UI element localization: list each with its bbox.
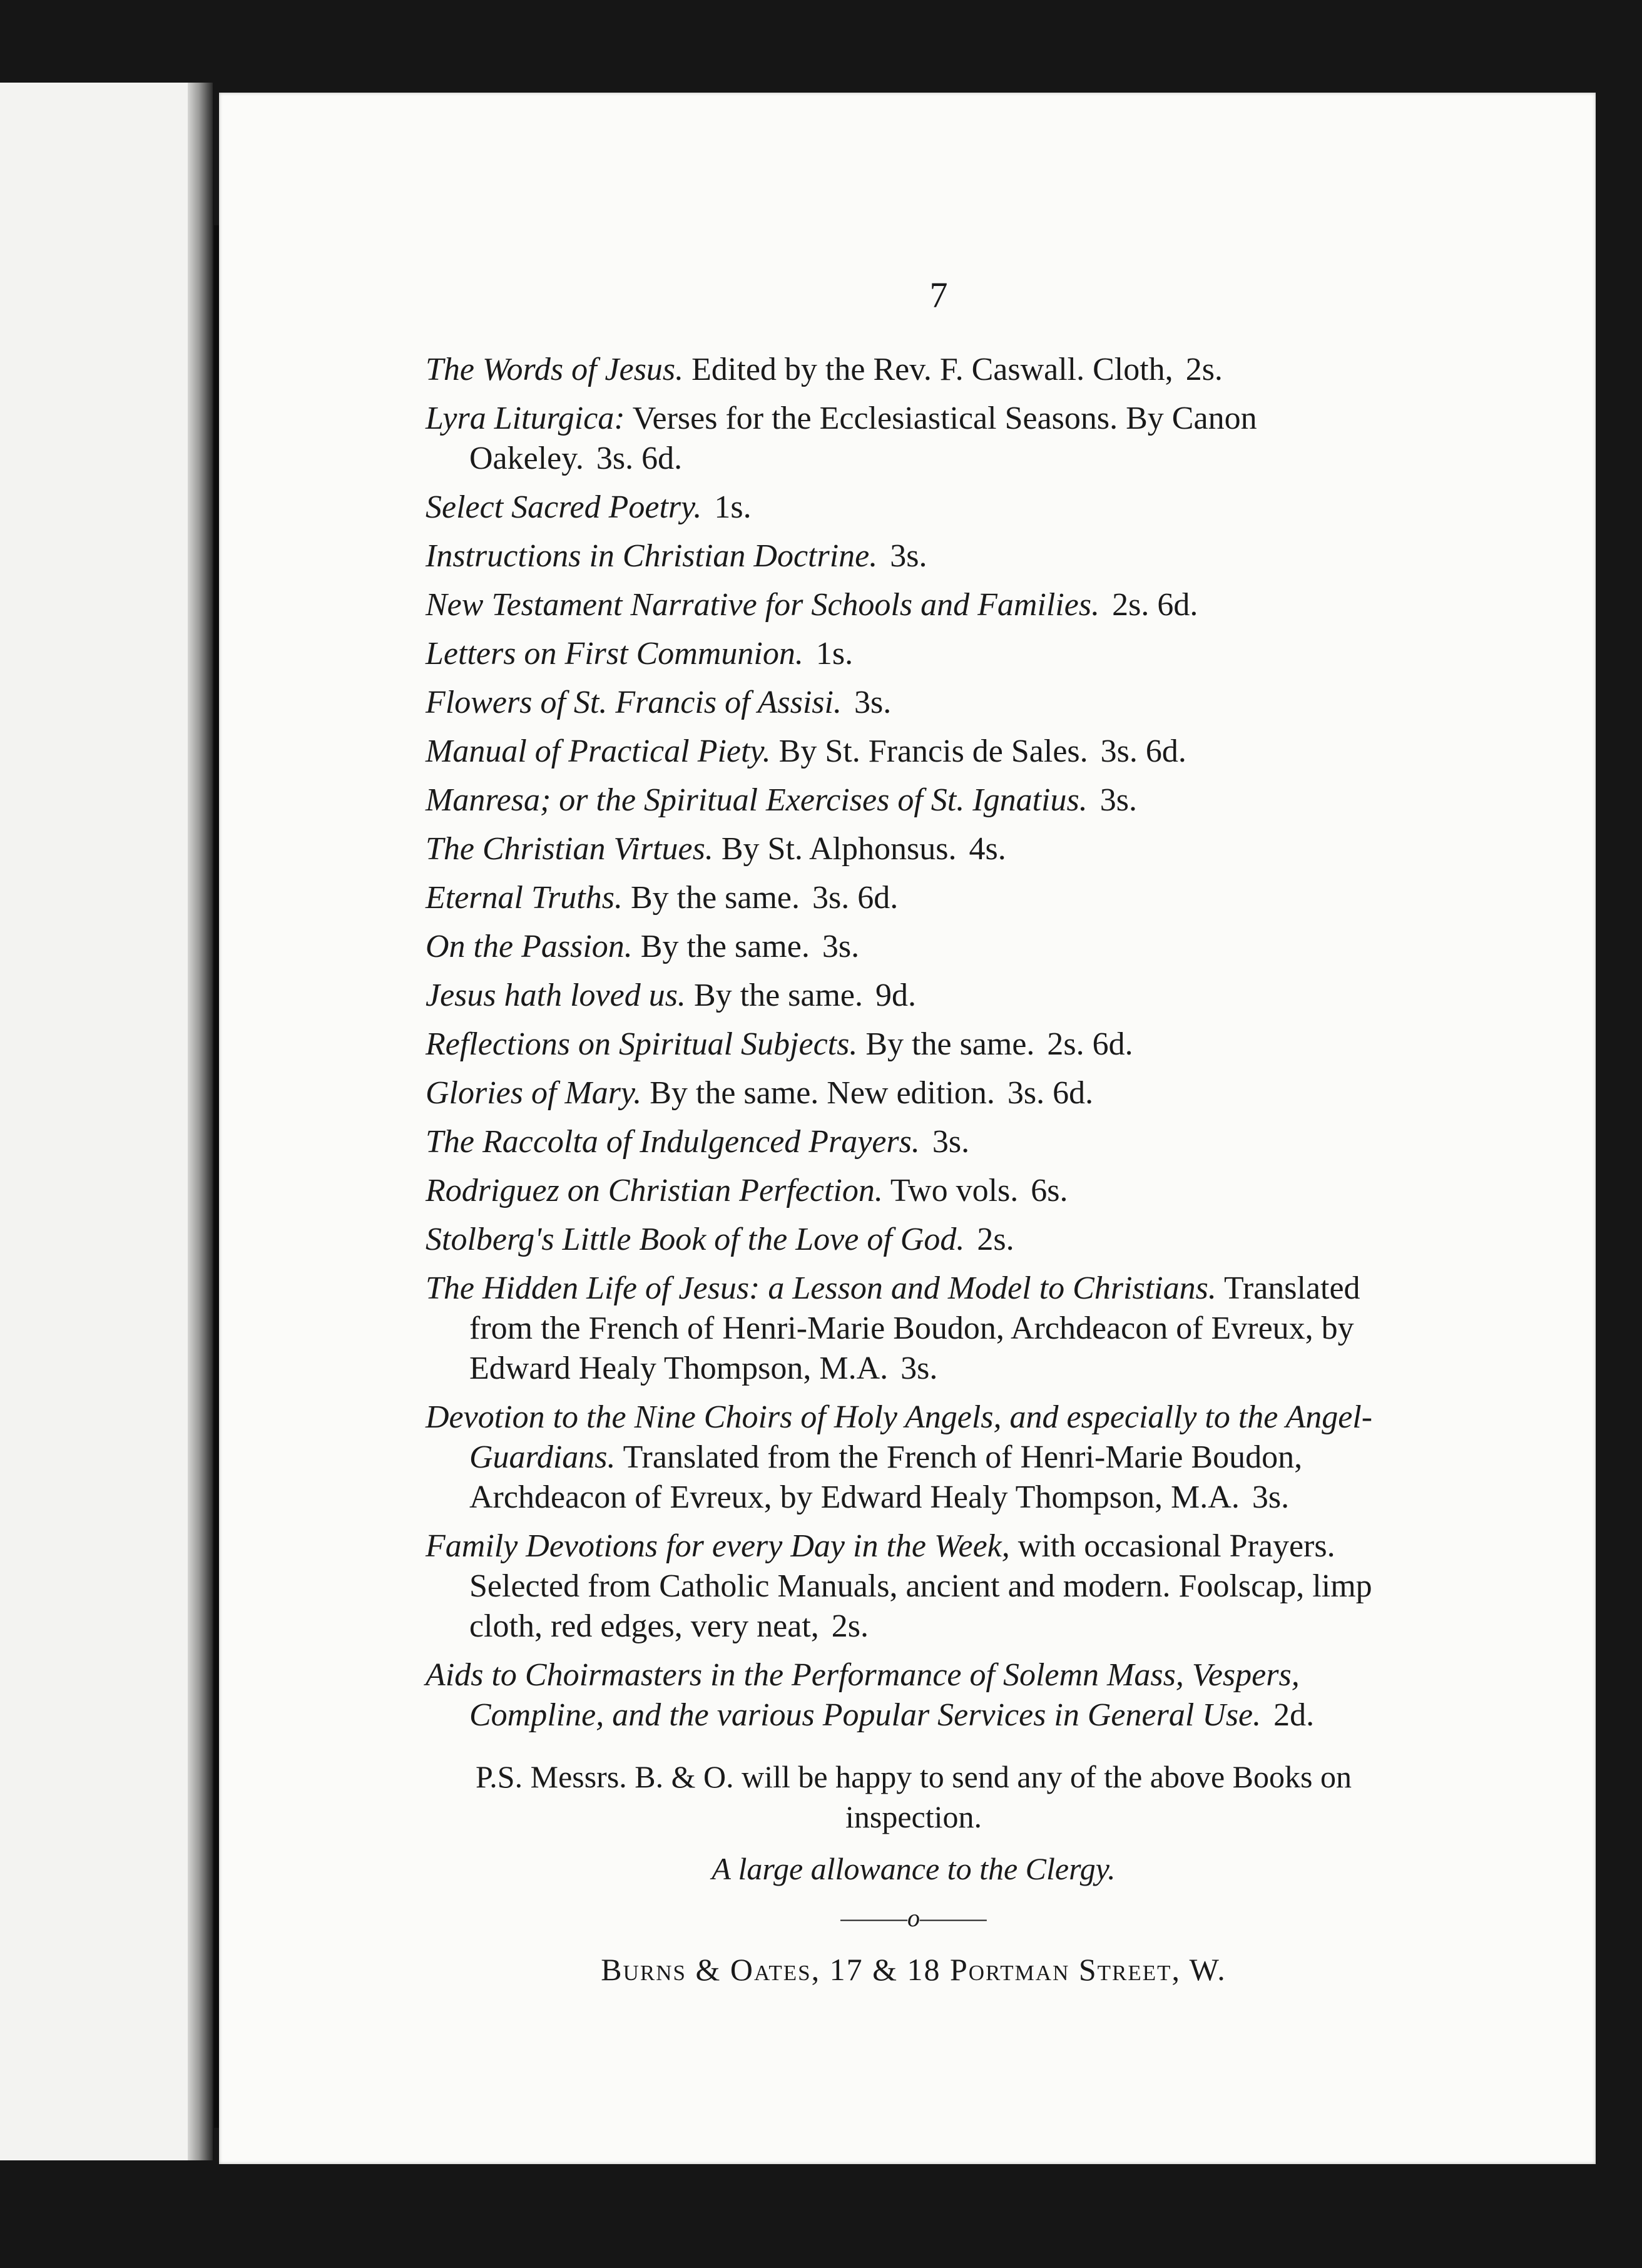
catalogue-entry	[426, 350, 1402, 390]
entry-detail: By the same. New edition.	[650, 1075, 995, 1111]
catalogue-entry	[426, 634, 1402, 674]
catalogue-entry	[426, 1397, 1402, 1518]
catalogue-entry	[426, 780, 1402, 820]
entry-title: Jesus hath loved us.	[426, 978, 686, 1013]
entry-detail: Translated from the French of Henri-Marie Boudon, Archdeacon of Evreux, by Edward Healy Thompson, M.A.	[469, 1439, 1303, 1515]
catalogue-entry	[426, 829, 1402, 869]
entry-detail: By the same.	[630, 880, 800, 916]
catalogue-entry	[426, 927, 1402, 967]
entry-title: The Christian Virtues.	[426, 831, 713, 867]
book-gutter	[188, 83, 213, 2160]
catalogue-entry	[426, 683, 1402, 723]
entry-title: The Raccolta of Indulgenced Prayers.	[426, 1124, 920, 1160]
catalogue-entry	[426, 1122, 1402, 1162]
entry-price: 2s.	[831, 1608, 869, 1644]
page-content	[426, 274, 1402, 1988]
divider-ornament: ———o———	[840, 1904, 987, 1932]
page-number: 7	[929, 275, 948, 315]
entry-title: The Hidden Life of Jesus: a Lesson and Model to Christians.	[426, 1270, 1216, 1306]
entry-price: 2s. 6d.	[1112, 587, 1198, 623]
catalogue-list	[426, 350, 1402, 1735]
catalogue-entry	[426, 976, 1402, 1016]
entry-detail: Verses for the Ecclesiastical Seasons. By Canon Oakeley.	[469, 401, 1257, 476]
entry-title: Eternal Truths.	[426, 880, 623, 916]
catalogue-entry	[426, 585, 1402, 625]
entry-detail: By St. Alphonsus.	[721, 831, 957, 867]
catalogue-entry	[426, 1269, 1402, 1389]
entry-title: Select Sacred Poetry.	[426, 489, 702, 525]
entry-title: Stolberg's Little Book of the Love of God.	[426, 1222, 965, 1257]
entry-title: Instructions in Christian Doctrine.	[426, 538, 878, 574]
entry-title: On the Passion.	[426, 929, 633, 964]
entry-price: 2s. 6d.	[1047, 1026, 1133, 1062]
catalogue-entry	[426, 1171, 1402, 1211]
entry-title: Flowers of St. Francis of Assisi.	[426, 685, 842, 720]
catalogue-entry	[426, 732, 1402, 772]
entry-price: 4s.	[969, 831, 1006, 867]
entry-price: 3s.	[1252, 1479, 1290, 1515]
entry-title: Devotion to the Nine Choirs of Holy Angels, and especially to the Angel-Guardians.	[426, 1399, 1373, 1475]
facing-page	[0, 83, 207, 2160]
entry-price: 6s.	[1031, 1173, 1068, 1208]
entry-title: The Words of Jesus.	[426, 352, 684, 387]
entry-price: 3s.	[900, 1351, 938, 1386]
entry-price: 3s. 6d.	[1100, 733, 1186, 769]
book-page	[219, 93, 1596, 2164]
entry-price: 3s.	[854, 685, 892, 720]
entry-detail: By the same.	[693, 978, 863, 1013]
catalogue-entry	[426, 1655, 1402, 1735]
entry-title: Aids to Choirmasters in the Performance of Solemn Mass, Vespers, Compline, and the various Popular Services in General Use.	[426, 1657, 1300, 1733]
entry-price: 2d.	[1273, 1697, 1315, 1733]
entry-detail: By St. Francis de Sales.	[778, 733, 1088, 769]
publisher-imprint: Burns & Oates, 17 & 18 Portman Street, W.	[601, 1952, 1226, 1987]
entry-title: Manual of Practical Piety.	[426, 733, 771, 769]
entry-detail: with occasional Prayers. Selected from Catholic Manuals, ancient and modern. Foolscap, limp cloth, red edges, very neat,	[469, 1528, 1372, 1644]
clergy-allowance-note: A large allowance to the Clergy.	[711, 1851, 1116, 1886]
entry-detail: Edited by the Rev. F. Caswall. Cloth,	[691, 352, 1173, 387]
entry-price: 2s.	[977, 1222, 1014, 1257]
entry-title: Family Devotions for every Day in the Week,	[426, 1528, 1010, 1564]
entry-title: Rodriguez on Christian Perfection.	[426, 1173, 883, 1208]
catalogue-entry	[426, 1073, 1402, 1113]
catalogue-entry	[426, 1024, 1402, 1065]
entry-title: Letters on First Communion.	[426, 636, 803, 672]
entry-detail: By the same.	[865, 1026, 1035, 1062]
entry-detail: Translated from the French of Henri-Marie Boudon, Archdeacon of Evreux, by Edward Healy Thompson, M.A.	[469, 1270, 1360, 1386]
entry-price: 3s. 6d.	[596, 441, 683, 476]
catalogue-entry	[426, 488, 1402, 528]
entry-price: 1s.	[714, 489, 752, 525]
catalogue-entry	[426, 1220, 1402, 1260]
catalogue-entry	[426, 399, 1402, 479]
entry-title: Lyra Liturgica:	[426, 401, 625, 436]
catalogue-entry	[426, 1526, 1402, 1647]
catalogue-entry	[426, 536, 1402, 576]
entry-title: New Testament Narrative for Schools and Families.	[426, 587, 1100, 623]
entry-price: 3s.	[822, 929, 860, 964]
entry-detail: By the same.	[640, 929, 810, 964]
entry-title: Reflections on Spiritual Subjects.	[426, 1026, 858, 1062]
entry-price: 1s.	[815, 636, 854, 672]
entry-price: 3s.	[890, 538, 927, 574]
postscript: P.S. Messrs. B. & O. will be happy to send any of the above Books on inspection.	[476, 1759, 1352, 1834]
entry-price: 3s.	[932, 1124, 970, 1160]
entry-price: 3s. 6d.	[812, 880, 899, 916]
entry-price: 2s.	[1185, 352, 1223, 387]
entry-detail: Two vols.	[890, 1173, 1019, 1208]
entry-price: 9d.	[875, 978, 916, 1013]
catalogue-entry	[426, 878, 1402, 918]
entry-title: Manresa; or the Spiritual Exercises of St. Ignatius.	[426, 782, 1088, 818]
entry-price: 3s. 6d.	[1007, 1075, 1094, 1111]
entry-price: 3s.	[1099, 782, 1137, 818]
entry-title: Glories of Mary.	[426, 1075, 642, 1111]
